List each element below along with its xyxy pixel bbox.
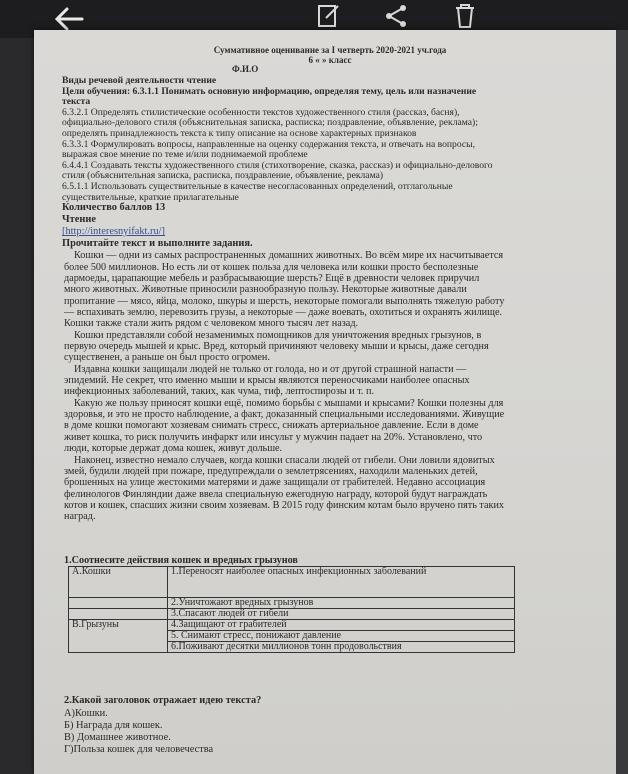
reading-label: Чтение <box>62 214 96 226</box>
text-line: котов и кошек, спасших жизни своим хозяевам. В 2015 году финским котам было вручено пять таких <box>64 499 505 511</box>
delete-icon[interactable] <box>452 2 478 30</box>
text-line: живет кошка, то риск получить инфаркт или инсульт у мужчин падает на 20%. Установлено, что <box>64 431 483 443</box>
table-row-label: А.Кошки <box>69 567 168 598</box>
page-edge <box>616 30 628 774</box>
doc-title: Суммативное оценивание за I четверть 2020-2021 уч.года <box>213 45 447 55</box>
answer-option: В) Домашнее животное. <box>64 732 171 743</box>
text-line: Наконец, известно немало случаев, когда кошки спасали людей от гибели. Они ловили ядовитых <box>74 454 495 466</box>
text-line: — вспахивать землю, перевозить грузы, а некоторые — даже воевать, охотиться и охранять жилище. <box>64 306 503 318</box>
objective-line: существительные, краткие прилагательные <box>62 191 239 203</box>
source-link[interactable]: [http://interesnyifakt.ru/] <box>62 226 166 238</box>
class-line: 6 « » класс <box>308 55 352 65</box>
text-line: существенен, а раньше он был просто огромен. <box>64 352 270 364</box>
text-line: более 500 миллионов. Но есть ли от кошек польза для человека или кошки просто бесполезные <box>64 261 479 273</box>
objective-line: 6.4.4.1 Создавать тексты художественного стиля (стихотворение, сказка, рассказ) и официально-делового <box>62 159 493 171</box>
objective-line: 6.5.1.1 Использовать существительные в качестве несогласованных определений, отглагольные <box>62 181 453 192</box>
table-cell: 3.Спасают людей от гибели <box>168 609 515 620</box>
matching-table <box>68 566 515 653</box>
objective-line: текста <box>62 96 91 108</box>
text-line: первую очередь мышей и крыс. Вред, который причиняют человеку мыши и крысы, даже сегодня <box>64 341 489 352</box>
text-line: пропитание — мясо, яйца, молоко, шкуры и шерсть, некоторые помогали выполнять тяжелую работу <box>64 295 505 307</box>
text-line: инфекционных заболеваний, таких, как чума, тиф, лептоспирозы и т. п. <box>64 386 375 398</box>
objective-line: Цели обучения: 6.3.1.1 Понимать основную информацию, определяя тему, цель или назначение <box>62 85 477 97</box>
text-line: фелинологов Финляндии даже ввела специальную ежегодную награду, которой будут награждать <box>64 488 488 500</box>
answer-option: Г)Польза кошек для человечества <box>64 744 214 755</box>
question-2-title: 2.Какой заголовок отражает идею текста? <box>64 695 262 706</box>
text-line: дармоеды, царапающие мебель и разбрасывающие шерсть? Ещё в древности человек приручил <box>64 272 480 284</box>
objective-line: 6.3.2.1 Определять стилистические особенности текстов художественного стиля (рассказ, басня), <box>62 106 460 118</box>
text-line: брошенных на улице жестокими матерями и даже защищали от грабителей. Недавно ассоциация <box>64 477 486 489</box>
table-cell-empty <box>69 609 168 620</box>
text-line: много животных. Животные приносили разнообразную пользу. Некоторые животные давали <box>64 284 467 296</box>
share-icon[interactable] <box>383 2 409 30</box>
table-cell: 4.Защищают от грабителей <box>168 620 515 631</box>
task-title: Прочитайте текст и выполните задания. <box>62 238 253 250</box>
table-cell: 6.Поживают десятки миллионов тонн продовольствия <box>168 642 515 653</box>
text-line: в доме кошки помогают хозяевам снимать стресс, снижать артериальное давление. Если в доме <box>64 420 479 432</box>
text-line: Кошки также стали жить рядом с человеком много тысяч лет назад. <box>64 318 359 330</box>
table-cell: 5. Снимают стресс, понижают давление <box>168 631 515 642</box>
text-line: Кошки — одни из самых распространенных домашних животных. Во всём мире их насчитывается <box>74 250 504 262</box>
question-1-title: 1.Соотнесите действия кошек и вредных грызунов <box>64 555 298 566</box>
score-line: Количество баллов 13 <box>62 202 166 214</box>
text-line: Издавна кошки защищали людей не только от голода, но и от другой страшной напасти — <box>74 363 467 375</box>
edit-icon[interactable] <box>316 2 342 30</box>
table-row-label: В.Грызуны <box>69 620 168 653</box>
answer-option: А)Кошки. <box>64 708 108 719</box>
text-line: Какую же пользу приносят кошки ещё, помимо борьбы с мышами и крысами? Кошки полезны для <box>74 397 504 409</box>
table-cell-empty <box>69 598 168 609</box>
objective-line: выражая свое мнение по теме и/или поднимаемой проблеме <box>62 149 308 161</box>
objective-line: официально-делового стиля (объяснительная записка, расписка; поздравление, объявление, реклама); <box>62 117 478 129</box>
objective-line: Виды речевой деятельности чтение <box>62 75 217 86</box>
text-line: наград. <box>64 511 96 523</box>
text-line: эпидемий. Не секрет, что именно мыши и крысы являются переносчиками наиболее опасных <box>64 375 470 387</box>
table-cell: 2.Уничтожают вредных грызунов <box>168 598 515 609</box>
objective-line: 6.3.3.1 Формулировать вопросы, направленные на оценку содержания текста, и отвечать на вопросы, <box>62 138 475 150</box>
text-line: здоровья, и это не просто наблюдение, а факт, доказанный специальными исследованиями. Живущие <box>64 409 505 421</box>
table-cell: 1.Переносят наиболее опасных инфекционных заболеваний <box>168 567 515 598</box>
answer-option: Б) Награда для кошек. <box>64 720 163 731</box>
objective-line: стиля (объяснительная записка, расписка, поздравление, объявление, реклама) <box>62 170 384 182</box>
fio-line: Ф.И.О <box>232 64 259 74</box>
objective-line: определять принадлежность текста к типу описание на основе характерных признаков <box>62 128 417 139</box>
text-line: Кошки представляли собой незаменимых помощников для уничтожения вредных грызунов, в <box>74 329 482 341</box>
text-line: змей, будили людей при пожаре, предупреждали о землетрясениях, находили маленьких детей, <box>64 465 478 477</box>
text-line: люди, которые держат дома кошек, живут дольше. <box>64 443 283 455</box>
